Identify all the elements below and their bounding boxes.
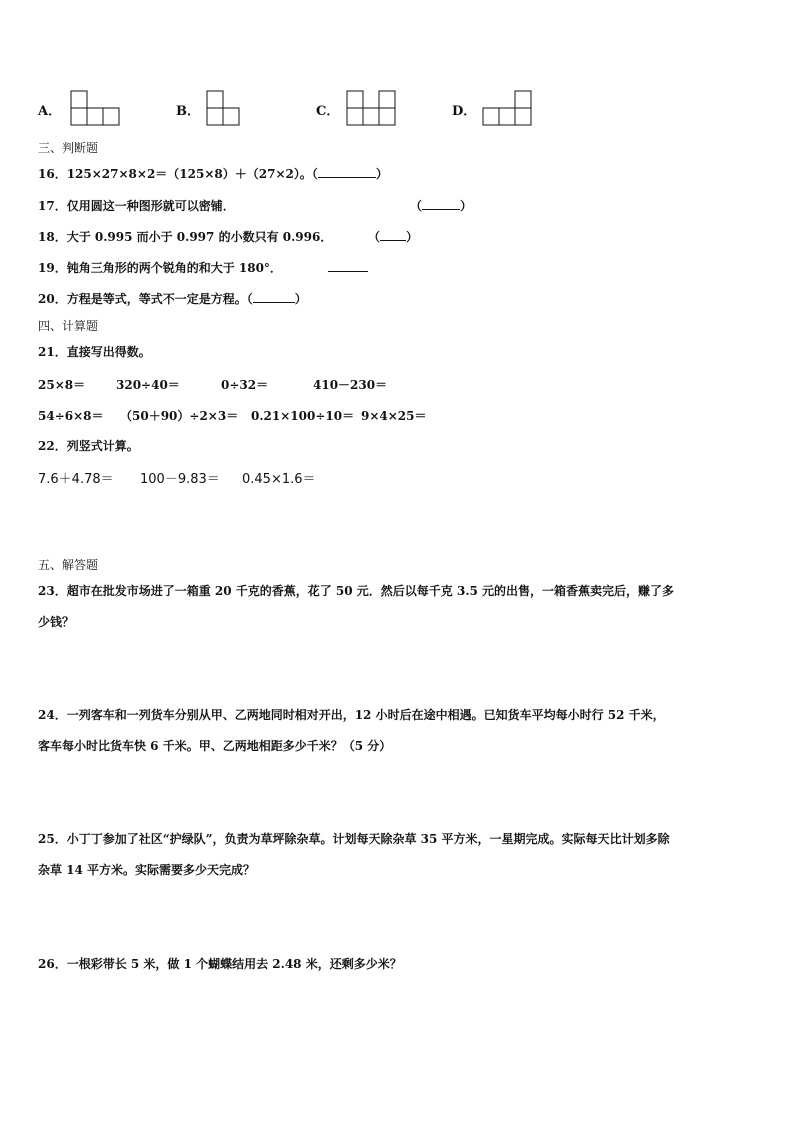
question-18-paren-open: （ (368, 230, 381, 244)
question-20-text: 20．方程是等式，等式不一定是方程。（ (38, 292, 253, 306)
question-19-text: 19．钝角三角形的两个锐角的和大于 180°． (38, 261, 282, 275)
option-d-label: D． (452, 104, 477, 119)
section5-title: 五、解答题 (38, 558, 99, 572)
calc-row2-item3: 0.21×100÷10＝ (251, 409, 355, 423)
question-17-text: 17．仅用圆这一种图形就可以密铺． (38, 199, 235, 213)
question-18-answer (368, 229, 418, 245)
question-17-answer (410, 198, 472, 214)
option-c-figure (346, 90, 406, 126)
calc-row2-item1: 54÷6×8＝ (38, 409, 104, 423)
option-d-figure (482, 90, 542, 126)
calc-row2-item4: 9×4×25＝ (361, 409, 427, 423)
question-19-answer (328, 260, 368, 276)
answer-blank-17[interactable] (422, 198, 460, 210)
option-a-label: A． (38, 104, 62, 119)
option-d (452, 90, 562, 126)
question-23-line1: 23．超市在批发市场进了一箱重 20 千克的香蕉，花了 50 元．然后以每千克 3.5 元的出售，一箱香蕉卖完后，赚了多 (38, 584, 675, 598)
option-a (38, 90, 148, 126)
option-c-label: C． (316, 104, 340, 119)
question-20 (38, 291, 307, 307)
option-b-figure (206, 90, 246, 126)
answer-blank-19[interactable] (328, 260, 368, 272)
question-21: 21．直接写出得数。 (38, 345, 151, 359)
question-23-line2: 少钱？ (38, 615, 75, 629)
question-18 (38, 229, 332, 245)
question-19 (38, 260, 282, 276)
question-18-paren-close: ） (406, 230, 419, 244)
calc-row2-item2: （50＋90）÷2×3＝ (120, 409, 239, 423)
calc-row1-item1: 25×8＝ (38, 378, 86, 392)
vertical-calc-2: 100－9.83＝ (140, 472, 220, 487)
vertical-calc-3: 0.45×1.6＝ (242, 472, 316, 487)
question-25-line2: 杂草 14 平方米。实际需要多少天完成？ (38, 863, 256, 877)
answer-blank-16[interactable] (318, 166, 376, 178)
section3-title: 三、判断题 (38, 141, 99, 155)
question-24-line1: 24．一列客车和一列货车分别从甲、乙两地同时相对开出，12 小时后在途中相遇。已知货车平均每小时行 52 千米， (38, 708, 665, 722)
calc-row1-item2: 320÷40＝ (116, 378, 180, 392)
question-17-paren-open: （ (410, 199, 423, 213)
calc-row1-item4: 410－230＝ (313, 378, 388, 392)
question-17-paren-close: ） (460, 199, 473, 213)
option-b (176, 90, 286, 126)
question-16-end: ） (375, 167, 388, 181)
vertical-calc-1: 7.6＋4.78＝ (38, 472, 114, 487)
question-16 (38, 166, 388, 182)
answer-blank-18[interactable] (380, 229, 406, 241)
question-22: 22．列竖式计算。 (38, 439, 139, 453)
question-16-text: 16．125×27×8×2＝（125×8）＋（27×2）。（ (38, 167, 318, 181)
question-17 (38, 198, 235, 214)
question-24-line2: 客车每小时比货车快 6 千米。甲、乙两地相距多少千米？（5 分） (38, 739, 392, 753)
option-c (316, 90, 426, 126)
option-b-label: B． (176, 104, 200, 119)
answer-blank-20[interactable] (253, 291, 295, 303)
question-20-end: ） (294, 292, 307, 306)
option-a-figure (70, 90, 130, 126)
question-26: 26．一根彩带长 5 米，做 1 个蝴蝶结用去 2.48 米，还剩多少米？ (38, 957, 402, 971)
question-25-line1: 25．小丁丁参加了社区“护绿队”，负责为草坪除杂草。计划每天除杂草 35 平方米，一星期完成。实际每天比计划多除 (38, 832, 670, 846)
section4-title: 四、计算题 (38, 319, 99, 333)
question-18-text: 18．大于 0.995 而小于 0.997 的小数只有 0.996． (38, 230, 333, 244)
calc-row1-item3: 0÷32＝ (221, 378, 269, 392)
